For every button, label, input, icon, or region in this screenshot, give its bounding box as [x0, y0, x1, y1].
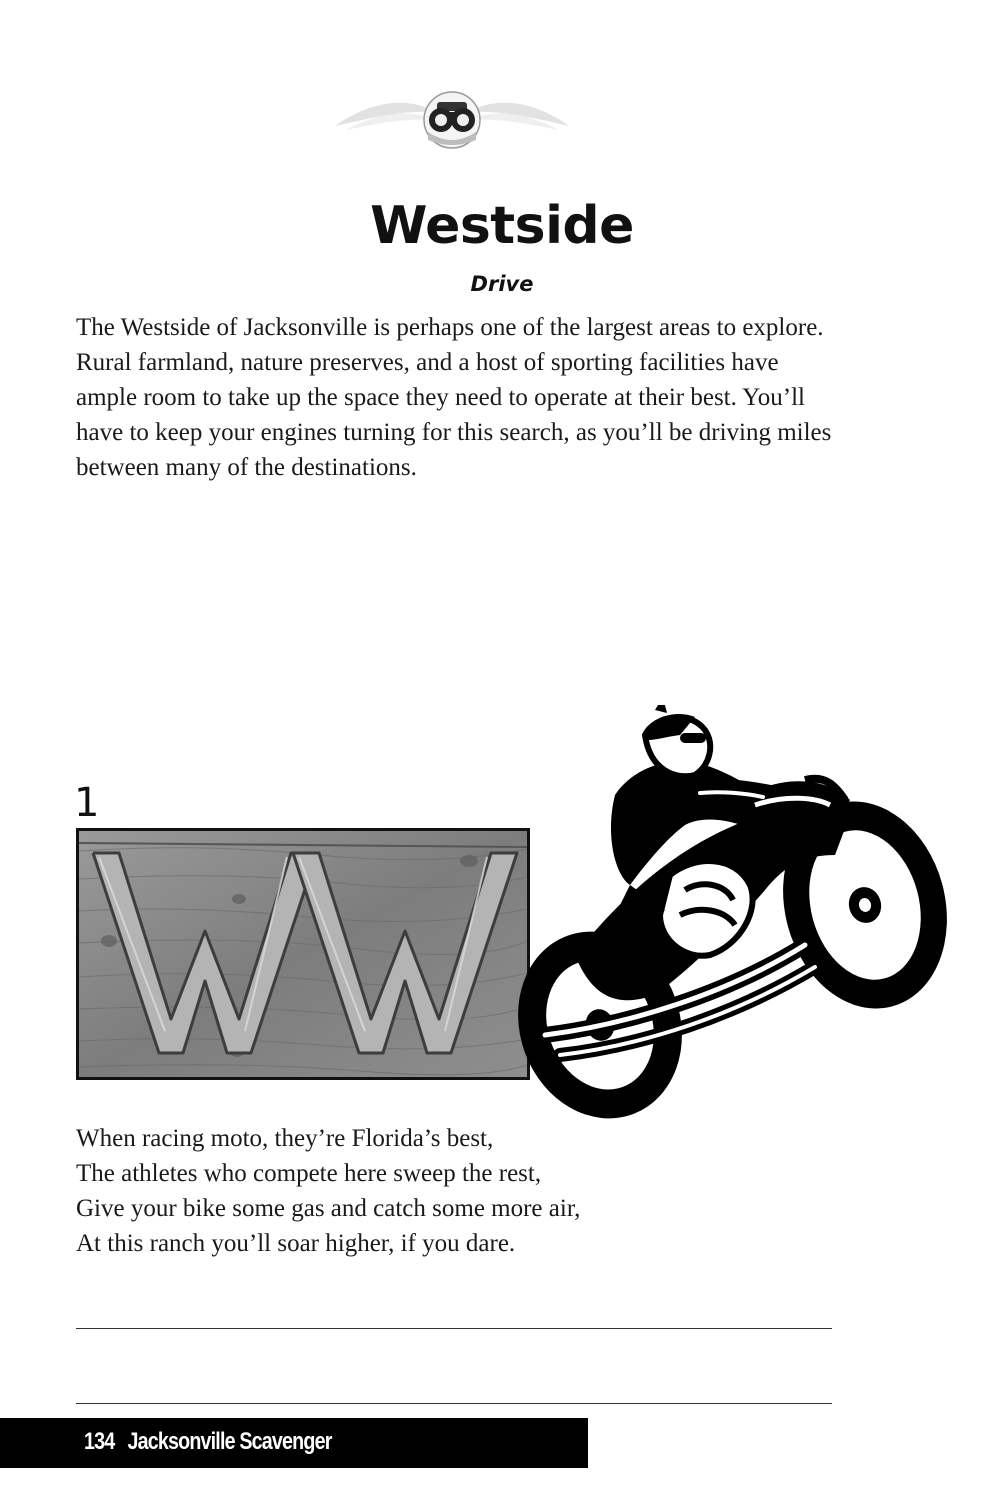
section-subtitle: Drive: [470, 272, 534, 296]
clue-number: 1: [74, 780, 100, 826]
footer-text: [84, 1428, 332, 1456]
verse-line: When racing moto, they’re Florida’s best,: [76, 1125, 494, 1152]
verse-line: The athletes who compete here sweep the rest,: [76, 1160, 542, 1187]
page-number: 134: [84, 1428, 115, 1455]
answer-line: [76, 1328, 832, 1329]
book-title: Jacksonville Scavenger: [127, 1428, 332, 1455]
section-title: Westside: [370, 196, 634, 256]
wooden-ww-sign-photo: [76, 828, 530, 1080]
answer-line: [76, 1403, 832, 1404]
verse-line: Give your bike some gas and catch some more air,: [76, 1195, 581, 1222]
binoculars-emblem-icon: [325, 84, 579, 154]
motorcycle-rider-icon: [505, 705, 960, 1125]
wood-grain-image: [79, 831, 527, 1077]
clue-verse: [76, 1121, 836, 1261]
intro-paragraph: The Westside of Jacksonville is perhaps one of the largest areas to explore. Rural farmland, nature preserves, and a host of sporting facilities have ample room to take up the space they need to operate at their best. You’ll have to keep your engines turning for this search, as you’ll be driving miles between many of the destinations.: [76, 314, 832, 481]
verse-line: At this ranch you’ll soar higher, if you dare.: [76, 1230, 516, 1257]
